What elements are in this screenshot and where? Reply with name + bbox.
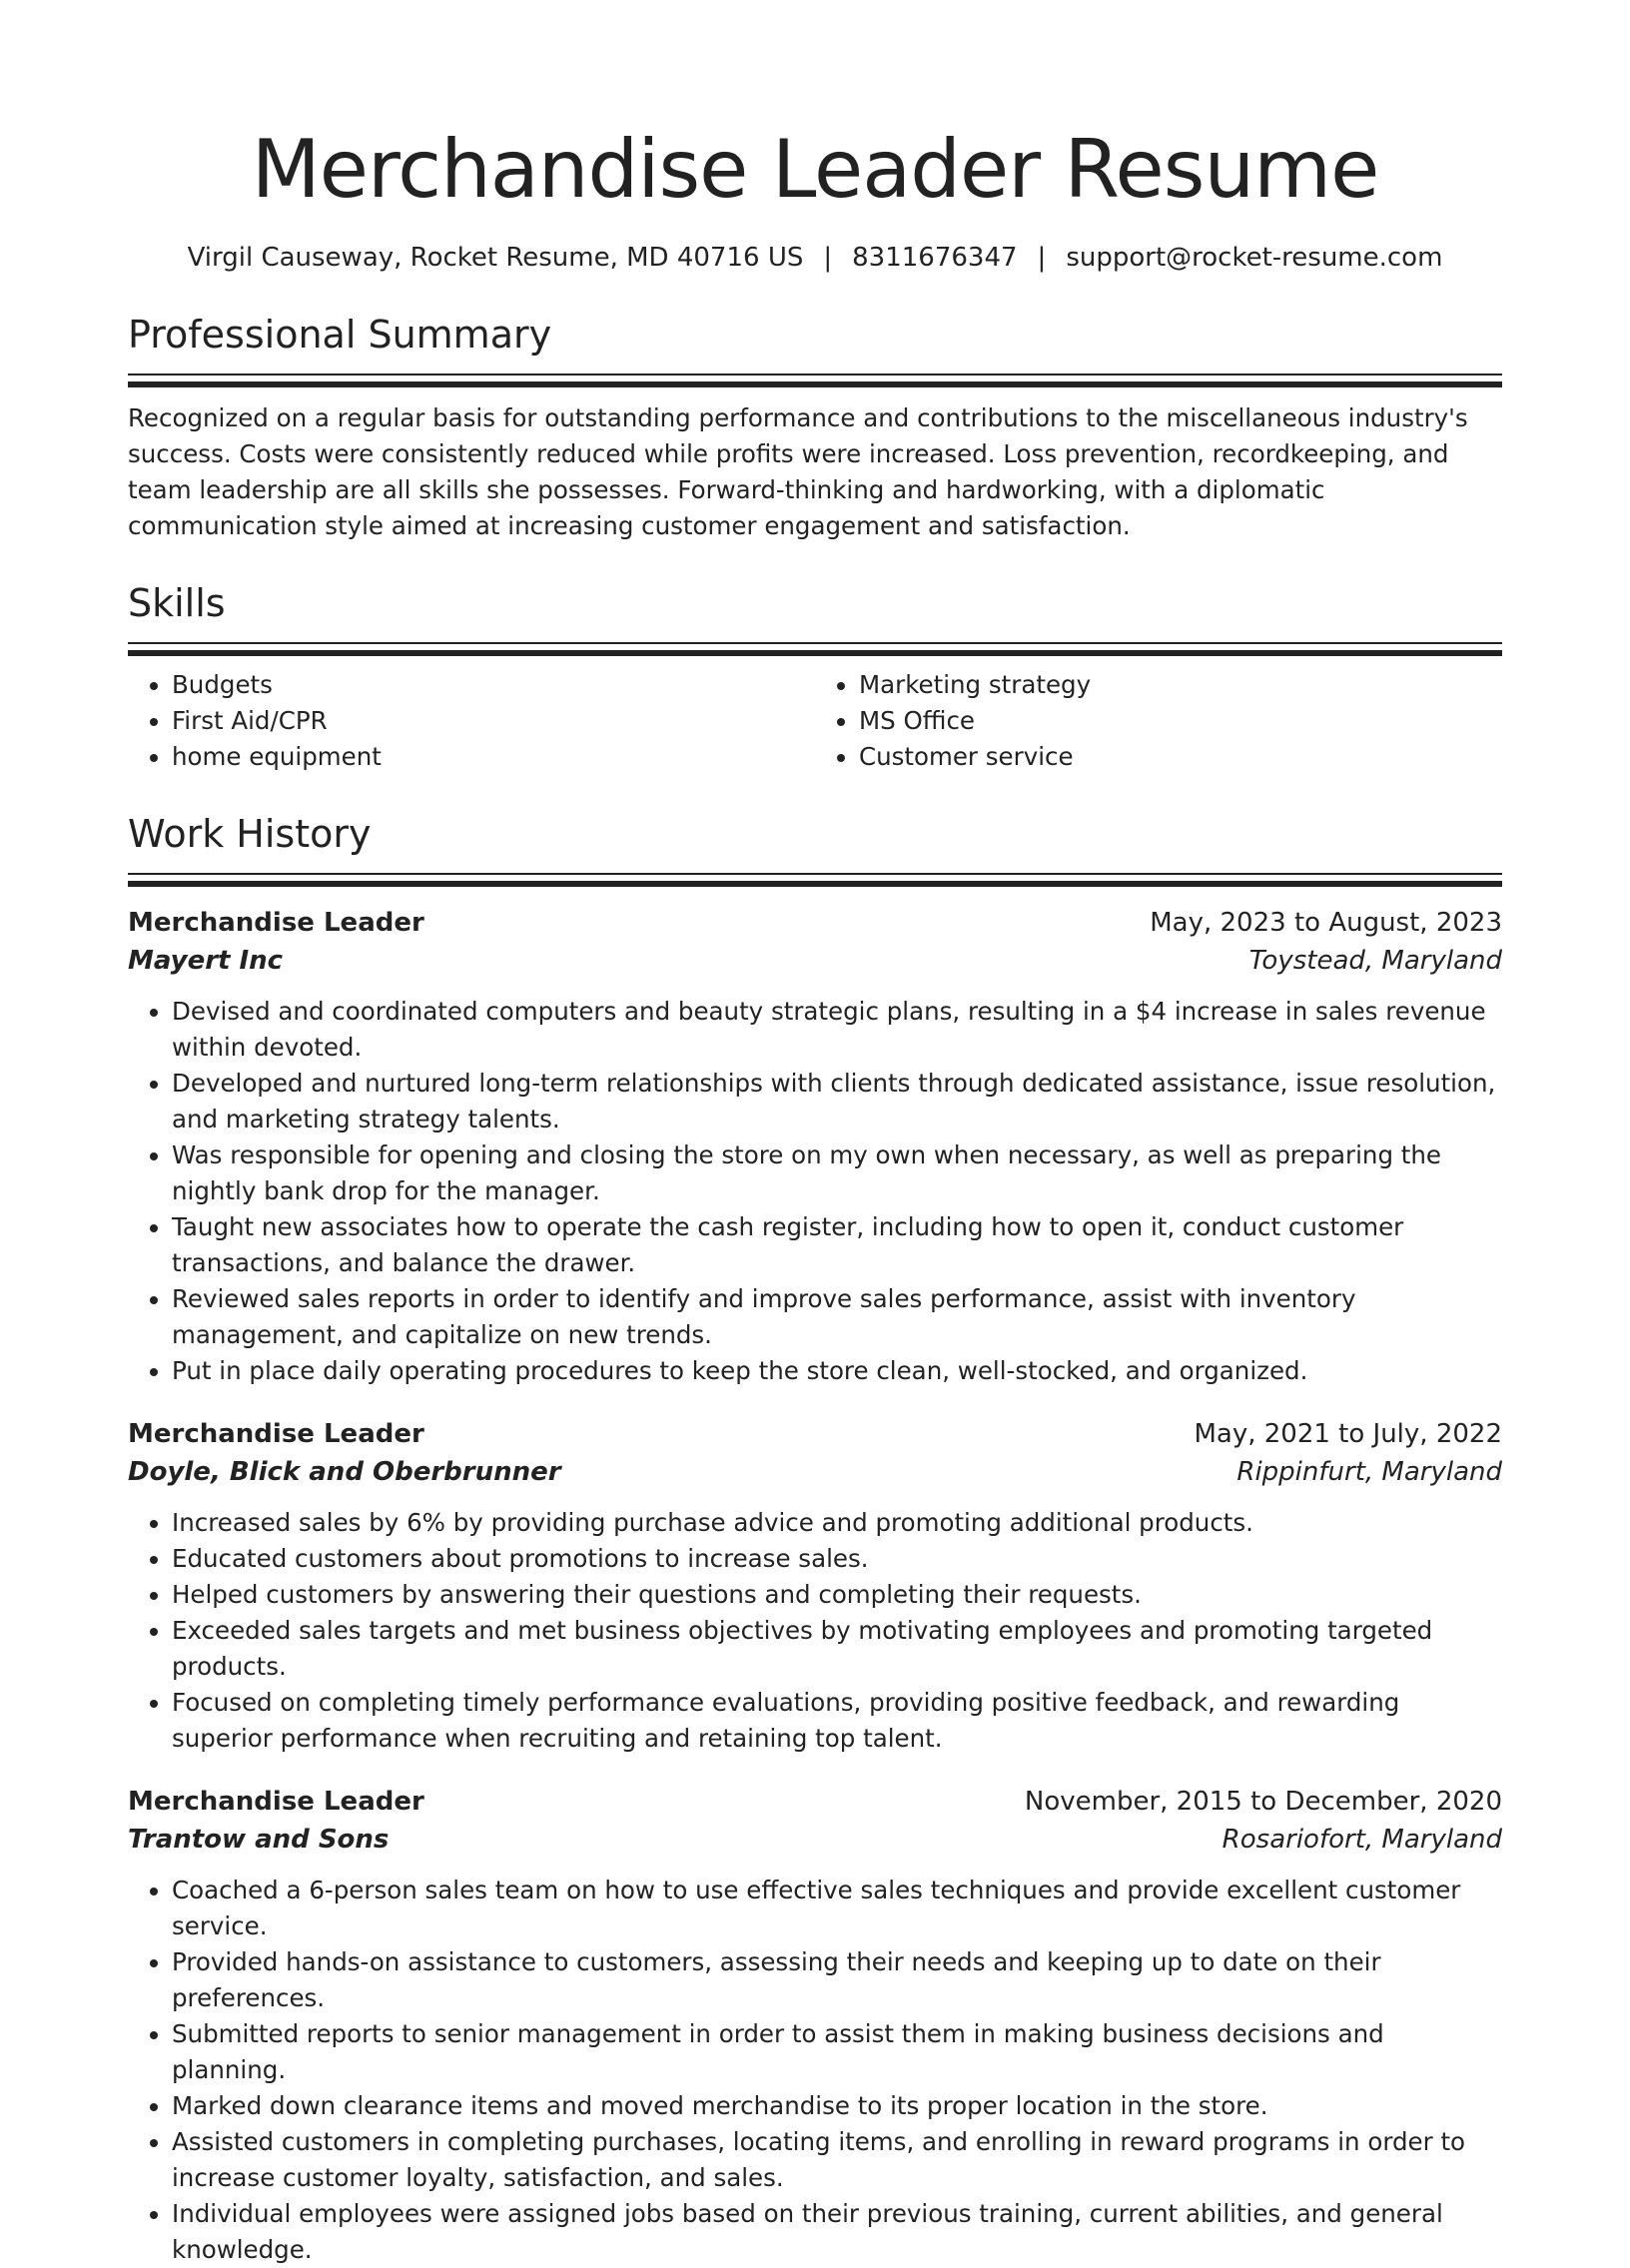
job-header <box>128 1783 1502 1821</box>
job-duty: • Devised and coordinated computers and beauty strategic plans, resulting in a $4 increase in sales revenue within devoted. <box>172 994 1502 1066</box>
work-history-section <box>128 809 1502 2268</box>
job-location: Rosariofort, Maryland <box>1222 1825 1502 1855</box>
work-history-heading: Work History <box>128 812 372 856</box>
job-duties <box>128 1505 1502 1757</box>
job-header <box>128 1415 1502 1453</box>
summary-text: Recognized on a regular basis for outstanding performance and contributions to the miscellaneous industry's success. Costs were consistently reduced while profits were increased. Loss prevention, recordkeeping, and team leadership are all skills she possesses. Forward-thinking and hardworking, with a diplomatic communication style aimed at increasing customer engagement and satisfaction. <box>128 403 1468 540</box>
job-duty: • Reviewed sales reports in order to identify and improve sales performance, assist with inventory management, and capitalize on new trends. <box>172 1281 1502 1353</box>
job-duty: • Focused on completing timely performance evaluations, providing positive feedback, and rewarding superior performance when recruiting and retaining top talent. <box>172 1685 1502 1757</box>
job-title: Merchandise Leader <box>128 1419 424 1449</box>
job-entry <box>128 904 1502 1389</box>
job-subheader <box>128 942 1502 980</box>
skill-item: • Budgets <box>172 667 815 703</box>
job-header <box>128 904 1502 942</box>
section-divider <box>128 374 1502 386</box>
job-duty: • Submitted reports to senior management in order to assist them in making business decisions and planning. <box>172 2016 1502 2088</box>
skill-item: • home equipment <box>172 739 815 775</box>
section-divider <box>128 873 1502 886</box>
job-title: Merchandise Leader <box>128 908 424 938</box>
job-company: Mayert Inc <box>128 946 284 976</box>
job-duty: • Marked down clearance items and moved merchandise to its proper location in the store. <box>172 2088 1502 2124</box>
job-subheader <box>128 1821 1502 1859</box>
job-entry <box>128 1783 1502 2268</box>
job-duties <box>128 1873 1502 2268</box>
job-location: Toystead, Maryland <box>1248 946 1502 976</box>
job-duty: • Helped customers by answering their questions and completing their requests. <box>172 1577 1502 1613</box>
skills-heading: Skills <box>128 581 226 625</box>
job-duty: • Developed and nurtured long-term relationships with clients through dedicated assistance, issue resolution, and marketing strategy talents. <box>172 1066 1502 1137</box>
job-duty: • Increased sales by 6% by providing purchase advice and promoting additional products. <box>172 1505 1502 1541</box>
skill-item: • MS Office <box>859 703 1502 739</box>
job-dates: November, 2015 to December, 2020 <box>1024 1787 1502 1817</box>
job-company: Doyle, Blick and Oberbrunner <box>128 1457 561 1487</box>
section-divider <box>128 642 1502 655</box>
skill-item: • First Aid/CPR <box>172 703 815 739</box>
skills-column-right <box>815 667 1502 775</box>
job-entry <box>128 1415 1502 1757</box>
skill-item: • Marketing strategy <box>859 667 1502 703</box>
job-location: Rippinfurt, Maryland <box>1236 1457 1502 1487</box>
job-duty: • Coached a 6-person sales team on how to use effective sales techniques and provide excellent customer service. <box>172 1873 1502 1944</box>
skill-item: • Customer service <box>859 739 1502 775</box>
contact-phone: 8311676347 <box>852 243 1018 273</box>
job-duties <box>128 994 1502 1389</box>
contact-separator: | <box>823 243 833 273</box>
job-duty: • Exceeded sales targets and met business objectives by motivating employees and promoting targeted products. <box>172 1613 1502 1685</box>
contact-address: Virgil Causeway, Rocket Resume, MD 40716 US <box>187 243 804 273</box>
contact-separator: | <box>1037 243 1047 273</box>
job-duty: • Educated customers about promotions to increase sales. <box>172 1541 1502 1577</box>
job-subheader <box>128 1453 1502 1491</box>
skills-section <box>128 578 1502 775</box>
job-duty: • Individual employees were assigned jobs based on their previous training, current abilities, and general knowledge. <box>172 2196 1502 2268</box>
contact-email[interactable]: support@rocket-resume.com <box>1066 243 1443 273</box>
job-dates: May, 2023 to August, 2023 <box>1150 908 1502 938</box>
skills-column-left <box>128 667 815 775</box>
contact-line <box>128 240 1502 276</box>
summary-heading: Professional Summary <box>128 313 552 357</box>
job-duty: • Taught new associates how to operate the cash register, including how to open it, conduct customer transactions, and balance the drawer. <box>172 1209 1502 1281</box>
job-duty: • Provided hands-on assistance to customers, assessing their needs and keeping up to date on their preferences. <box>172 1944 1502 2016</box>
job-dates: May, 2021 to July, 2022 <box>1194 1419 1502 1449</box>
summary-section <box>128 310 1502 544</box>
job-title: Merchandise Leader <box>128 1787 424 1817</box>
job-duty: • Assisted customers in completing purchases, locating items, and enrolling in reward programs in order to increase customer loyalty, satisfaction, and sales. <box>172 2124 1502 2196</box>
job-duty: • Was responsible for opening and closing the store on my own when necessary, as well as preparing the nightly bank drop for the manager. <box>172 1137 1502 1209</box>
job-duty: • Put in place daily operating procedures to keep the store clean, well-stocked, and organized. <box>172 1353 1502 1389</box>
job-company: Trantow and Sons <box>128 1825 390 1855</box>
resume-title: Merchandise Leader Resume <box>251 123 1379 216</box>
skills-list <box>128 667 1502 775</box>
